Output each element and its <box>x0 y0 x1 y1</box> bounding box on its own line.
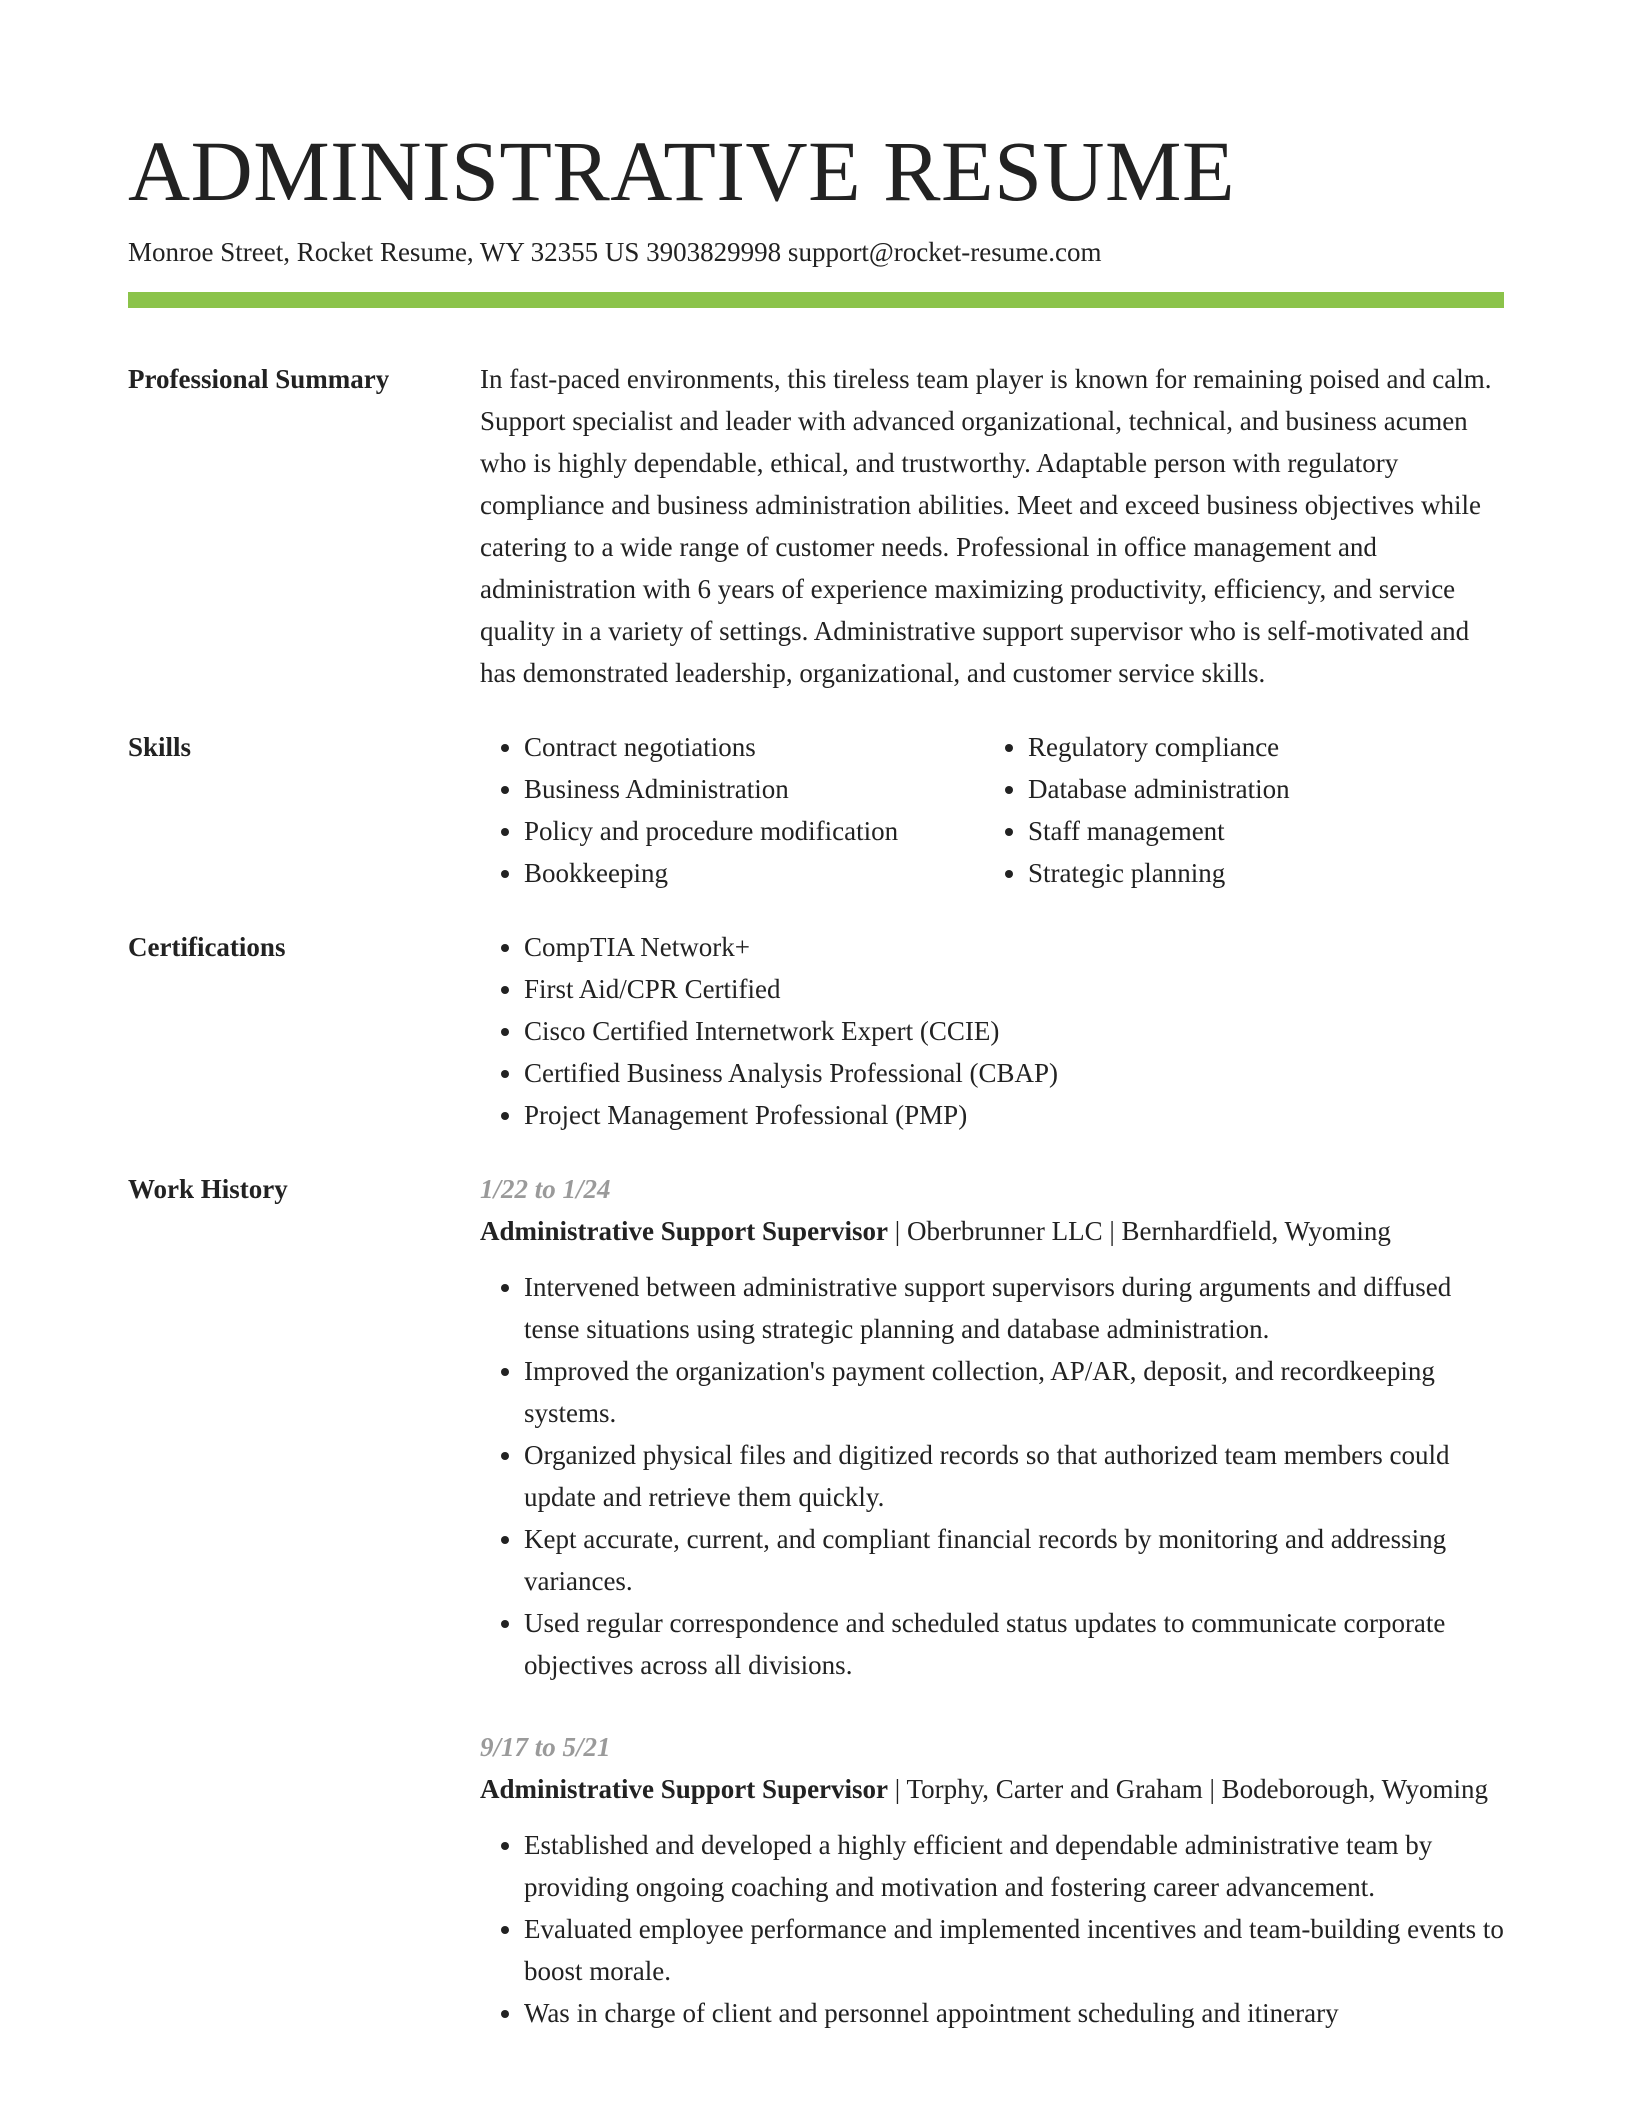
skill-item: • Policy and procedure modification <box>524 810 984 852</box>
job-title: Administrative Support Supervisor <box>480 1216 889 1246</box>
job-dates: 1/22 to 1/24 <box>480 1174 611 1204</box>
certification-item: • CompTIA Network+ <box>524 926 1504 968</box>
job-details: | Oberbrunner LLC | Bernhardfield, Wyoming <box>888 1216 1391 1246</box>
job-heading <box>480 1210 1504 1252</box>
job-bullet: • Was in charge of client and personnel appointment scheduling and itinerary <box>524 1992 1504 2034</box>
job-title: Administrative Support Supervisor <box>480 1774 889 1804</box>
summary-label: Professional Summary <box>128 364 390 394</box>
skill-item: • Strategic planning <box>1028 852 1504 894</box>
job-bullets <box>480 1266 1504 1686</box>
job-dates: 9/17 to 5/21 <box>480 1732 611 1762</box>
job-bullet: • Organized physical files and digitized records so that authorized team members could update and retrieve them quickly. <box>524 1434 1504 1518</box>
skills-section <box>128 726 1504 894</box>
accent-divider <box>128 292 1504 308</box>
certification-item: • First Aid/CPR Certified <box>524 968 1504 1010</box>
job-details: | Torphy, Carter and Graham | Bodeborough, Wyoming <box>888 1774 1488 1804</box>
job-bullet: • Improved the organization's payment collection, AP/AR, deposit, and recordkeeping systems. <box>524 1350 1504 1434</box>
job-bullet: • Used regular correspondence and scheduled status updates to communicate corporate objectives across all divisions. <box>524 1602 1504 1686</box>
skills-list-right <box>984 726 1504 894</box>
resume-title: ADMINISTRATIVE RESUME <box>128 123 1235 219</box>
certifications-section <box>128 926 1504 1136</box>
skills-label: Skills <box>128 732 192 762</box>
skill-item: • Regulatory compliance <box>1028 726 1504 768</box>
work-history-label: Work History <box>128 1174 288 1204</box>
skills-list-left <box>480 726 984 894</box>
certifications-list <box>480 926 1504 1136</box>
skill-item: • Database administration <box>1028 768 1504 810</box>
skill-item: • Business Administration <box>524 768 984 810</box>
contact-line: Monroe Street, Rocket Resume, WY 32355 US 3903829998 support@rocket-resume.com <box>128 237 1102 267</box>
skill-item: • Bookkeeping <box>524 852 984 894</box>
skill-item: • Contract negotiations <box>524 726 984 768</box>
work-history-section <box>128 1168 1504 2074</box>
job-bullets <box>480 1824 1504 2034</box>
certification-item: • Certified Business Analysis Professional (CBAP) <box>524 1052 1504 1094</box>
job-heading <box>480 1768 1504 1810</box>
skill-item: • Staff management <box>1028 810 1504 852</box>
certifications-label: Certifications <box>128 932 286 962</box>
certification-item: • Cisco Certified Internetwork Expert (CCIE) <box>524 1010 1504 1052</box>
summary-text: In fast-paced environments, this tireless team player is known for remaining poised and calm. Support specialist and leader with advanced organizational, technical, and business acumen who is highly dependable, ethical, and trustworthy. Adaptable person with regulatory compliance and business administration abilities. Meet and exceed business objectives while catering to a wide range of customer needs. Professional in office management and administration with 6 years of experience maximizing productivity, efficiency, and service quality in a variety of settings. Administrative support supervisor who is self-motivated and has demonstrated leadership, organizational, and customer service skills. <box>480 364 1492 688</box>
job-bullet: • Established and developed a highly efficient and dependable administrative team by providing ongoing coaching and motivation and fostering career advancement. <box>524 1824 1504 1908</box>
certification-item: • Project Management Professional (PMP) <box>524 1094 1504 1136</box>
job-bullet: • Intervened between administrative support supervisors during arguments and diffused tense situations using strategic planning and database administration. <box>524 1266 1504 1350</box>
job-bullet: • Kept accurate, current, and compliant financial records by monitoring and addressing variances. <box>524 1518 1504 1602</box>
job-bullet: • Evaluated employee performance and implemented incentives and team-building events to boost morale. <box>524 1908 1504 1992</box>
summary-section <box>128 358 1504 694</box>
resume-page <box>128 118 1504 2074</box>
job-entry <box>480 1726 1504 2034</box>
job-entry <box>480 1168 1504 1686</box>
